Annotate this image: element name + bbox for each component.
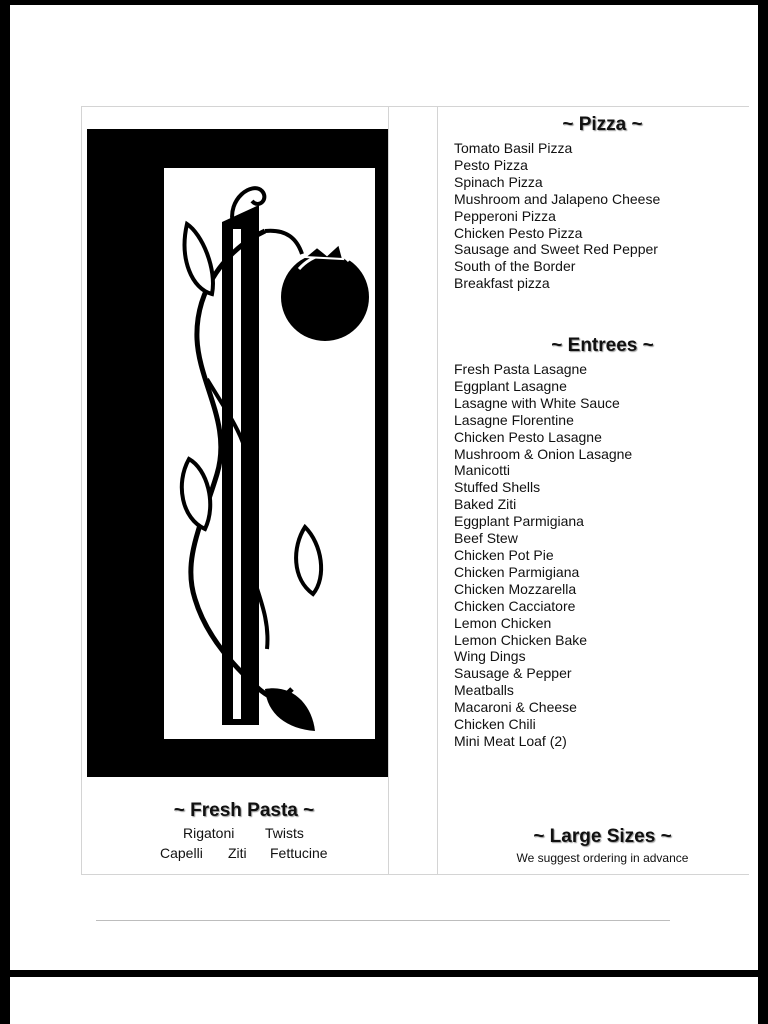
list-item: Chicken Chili: [454, 716, 536, 733]
list-item: Lasagne Florentine: [454, 411, 574, 428]
tomato-vine-icon: [87, 129, 388, 777]
pizza-list: [454, 140, 660, 292]
list-item: Beef Stew: [454, 530, 518, 547]
list-item: Lemon Chicken: [454, 614, 552, 631]
tomato-shape: [281, 253, 369, 341]
large-sizes-heading: ~ Large Sizes ~: [533, 826, 672, 847]
pizza-heading: ~ Pizza ~: [562, 114, 643, 135]
list-item: Lemon Chicken Bake: [454, 631, 588, 648]
list-item: Spinach Pizza: [454, 173, 543, 190]
column-divider: [437, 107, 438, 874]
list-item: Chicken Cacciatore: [454, 597, 576, 614]
list-item: Manicotti: [454, 462, 511, 479]
next-page-edge: [10, 977, 758, 1024]
list-item: Fresh Pasta Lasagne: [454, 361, 588, 377]
list-item: Chicken Mozzarella: [454, 580, 577, 597]
list-item: Chicken Parmigiana: [454, 563, 580, 580]
pasta-item: Fettucine: [270, 845, 328, 861]
column-divider: [388, 107, 389, 874]
tomato-vine-artwork: [87, 129, 388, 777]
pasta-item: Ziti: [228, 845, 247, 861]
fresh-pasta-heading: ~ Fresh Pasta ~: [173, 800, 315, 821]
list-item: Mushroom & Onion Lasagne: [454, 445, 633, 462]
list-item: Pepperoni Pizza: [454, 207, 556, 224]
post-highlight: [233, 229, 241, 719]
list-item: Chicken Pesto Lasagne: [454, 428, 602, 445]
list-item: Breakfast pizza: [454, 275, 550, 292]
list-item: Sausage and Sweet Red Pepper: [454, 241, 658, 258]
pasta-item: Rigatoni: [183, 825, 235, 841]
list-item: Stuffed Shells: [454, 479, 541, 496]
list-item: Chicken Pesto Pizza: [454, 224, 583, 241]
horizontal-rule: [96, 920, 670, 921]
list-item: Macaroni & Cheese: [454, 699, 577, 716]
list-item: South of the Border: [454, 258, 576, 275]
list-item: Pesto Pizza: [454, 156, 528, 173]
pasta-item: Twists: [265, 825, 304, 841]
list-item: Tomato Basil Pizza: [454, 140, 573, 156]
list-item: Eggplant Lasagne: [454, 377, 567, 394]
list-item: Lasagne with White Sauce: [454, 394, 620, 411]
entrees-list: [454, 361, 632, 750]
list-item: Meatballs: [454, 682, 514, 699]
list-item: Sausage & Pepper: [454, 665, 572, 682]
pasta-item: Capelli: [160, 845, 203, 861]
entrees-heading: ~ Entrees ~: [551, 335, 654, 356]
list-item: Baked Ziti: [454, 496, 517, 513]
list-item: Chicken Pot Pie: [454, 546, 554, 563]
large-sizes-note: We suggest ordering in advance: [516, 851, 689, 865]
list-item: Wing Dings: [454, 648, 526, 665]
list-item: Mushroom and Jalapeno Cheese: [454, 190, 661, 207]
list-item: Mini Meat Loaf (2): [454, 732, 567, 749]
list-item: Eggplant Parmigiana: [454, 513, 584, 530]
